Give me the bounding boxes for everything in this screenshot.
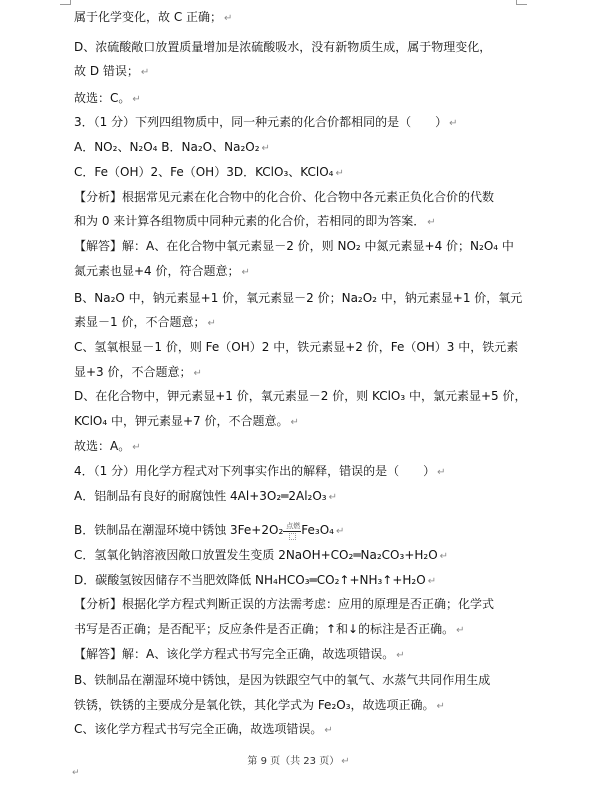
paragraph-mark: ↵ (72, 768, 80, 778)
analysis-line: 书写是否正确；是否配平；反应条件是否正确；↑和↓的标注是否正确。 ↵ (74, 622, 465, 636)
analysis-line: 【分析】根据化学方程式判断正误的方法需考虑：应用的原理是否正确；化学式 (74, 597, 495, 611)
solution-line: C、氢氧根显－1 价，则 Fe（OH）2 中，铁元素显+2 价，Fe（OH）3 中，铁元素 (74, 340, 519, 354)
solution-line: 【解答】解：A、在化合物中氧元素显－2 价，则 NO₂ 中氮元素显+4 价；N₂O₄ 中 (74, 239, 514, 253)
analysis-line: 【分析】根据常见元素在化合物中的化合价、化合物中各元素正负化合价的代数 (74, 190, 495, 204)
text-line: D、浓硫酸敞口放置质量增加是浓硫酸吸水，没有新物质生成，属于物理变化， (74, 40, 492, 54)
question-4-option-c: C．氢氧化钠溶液因敞口放置发生变质 2NaOH+CO₂═Na₂CO₃+H₂O ↵ (74, 548, 449, 562)
solution-line: 【解答】解：A、该化学方程式书写完全正确，故选项错误。 ↵ (74, 647, 405, 661)
question-3-options-ab: A．NO₂、N₂O₄ B．Na₂O、Na₂O₂ ↵ (74, 140, 270, 154)
solution-line: 显+3 价，不合题意； ↵ (74, 365, 202, 379)
question-3-stem: 3．（1 分）下列四组物质中，同一种元素的化合价都相同的是（ ） ↵ (74, 115, 458, 129)
solution-line: D、在化合物中，钾元素显+1 价，氧元素显－2 价，则 KClO₃ 中，氯元素显+5 价， (74, 389, 527, 403)
text-line: 属于化学变化，故 C 正确； ↵ (74, 10, 233, 24)
solution-line: 铁锈，铁锈的主要成分是氧化铁，其化学式为 Fe₂O₃，故选项正确。 ↵ (74, 698, 445, 712)
solution-line: B、铁制品在潮湿环境中锈蚀，是因为铁跟空气中的氧气、水蒸气共同作用生成 (74, 673, 491, 687)
page-footer: 第 9 页（共 23 页） ↵ (247, 756, 350, 767)
solution-line: C、该化学方程式书写完全正确，故选项错误。 ↵ (74, 722, 333, 736)
solution-line: 素显－1 价，不合题意； ↵ (74, 315, 216, 329)
question-4-option-b: B．铁制品在潮湿环境中锈蚀 3Fe+2O₂ 点燃 Fe₃O₄ ↵ (74, 521, 534, 541)
answer-line: 故选：A。 ↵ (74, 439, 141, 453)
analysis-line: 和为 0 来计算各组物质中同种元素的化合价，若相同的即为答案． ↵ (74, 214, 436, 228)
question-4-stem: 4．（1 分）用化学方程式对下列事实作出的解释，错误的是（ ） ↵ (74, 464, 446, 478)
question-4-option-a: A．铝制品有良好的耐腐蚀性 4Al+3O₂═2Al₂O₃ ↵ (74, 489, 338, 503)
margin-corner-mark-right (516, 0, 527, 5)
text-line: 故选：C。 ↵ (74, 91, 141, 105)
solution-line: B、Na₂O 中，钠元素显+1 价，氧元素显－2 价；Na₂O₂ 中，钠元素显+1 价，氧元 (74, 291, 523, 305)
reaction-condition: 点燃 (283, 525, 301, 537)
solution-line: 氮元素也显+4 价，符合题意； ↵ (74, 264, 250, 278)
question-4-option-d: D．碳酸氢铵因储存不当肥效降低 NH₄HCO₃═CO₂↑+NH₃↑+H₂O ↵ (74, 573, 437, 587)
question-3-options-cd: C．Fe（OH）2、Fe（OH）3D．KClO₃、KClO₄ ↵ (74, 165, 344, 179)
text-line: 故 D 错误； ↵ (74, 64, 150, 78)
margin-corner-mark-left (60, 0, 71, 5)
solution-line: KClO₄ 中，钾元素显+7 价，不合题意。 ↵ (74, 414, 299, 428)
